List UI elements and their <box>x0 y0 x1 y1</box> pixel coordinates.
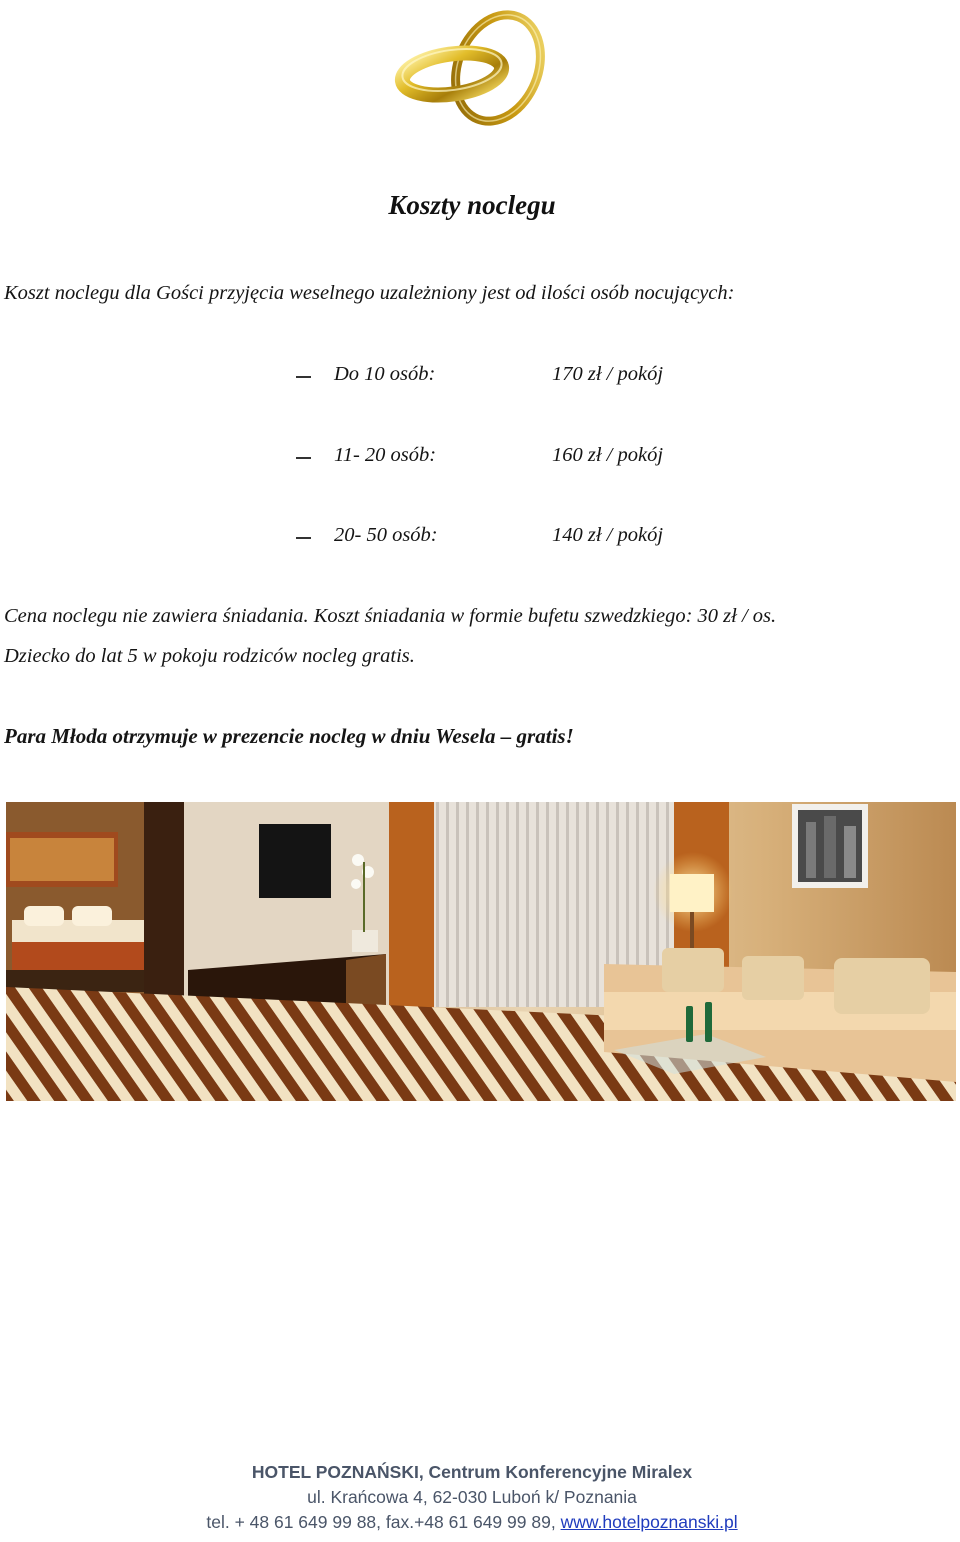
price-row <box>0 444 960 474</box>
breakfast-note: Cena noclegu nie zawiera śniadania. Koszt śniadania w formie bufetu szwedzkiego: 30 zł / os. <box>4 605 777 627</box>
footer-hotel-name: HOTEL POZNAŃSKI, Centrum Konferencyjne Miralex <box>251 1462 693 1482</box>
hotel-room-photo <box>6 802 956 1101</box>
price-range-label: Do 10 osób: <box>334 363 436 385</box>
price-value: 140 zł / pokój <box>552 524 664 546</box>
price-row <box>0 524 960 554</box>
dash-bullet <box>296 376 311 378</box>
child-note: Dziecko do lat 5 w pokoju rodziców nocleg gratis. <box>4 645 415 667</box>
page-title: Koszty noclegu <box>388 190 556 220</box>
dash-bullet <box>296 537 311 539</box>
footer-phones: tel. + 48 61 649 99 88, fax.+48 61 649 99 89 <box>206 1512 551 1532</box>
price-range-label: 20- 50 osób: <box>334 524 438 546</box>
footer-separator: , <box>550 1512 556 1532</box>
website-link[interactable]: www.hotelpoznanski.pl <box>560 1512 738 1532</box>
wedding-rings-logo <box>392 6 556 130</box>
price-value: 170 zł / pokój <box>552 363 664 385</box>
gift-note: Para Młoda otrzymuje w prezencie nocleg w dniu Wesela – gratis! <box>4 724 574 748</box>
intro-text: Koszt noclegu dla Gości przyjęcia weselnego uzależniony jest od ilości osób nocujących: <box>4 282 735 304</box>
price-row <box>0 363 960 393</box>
footer-address: ul. Krańcowa 4, 62-030 Luboń k/ Poznania <box>307 1487 637 1507</box>
price-range-label: 11- 20 osób: <box>334 444 437 466</box>
footer-contact <box>0 1512 944 1533</box>
dash-bullet <box>296 457 311 459</box>
price-value: 160 zł / pokój <box>552 444 664 466</box>
